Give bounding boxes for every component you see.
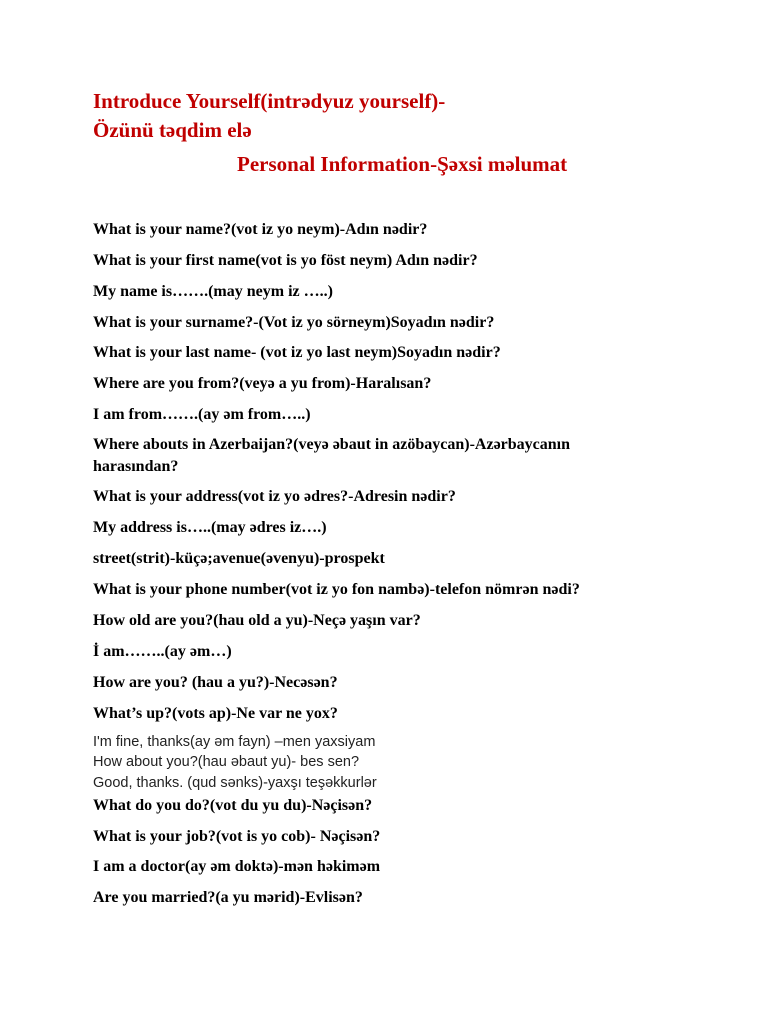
phrase-line: What’s up?(vots ap)-Ne var ne yox? <box>93 705 338 722</box>
heading-subtitle: Personal Information-Şəxsi məlumat <box>237 152 568 176</box>
phrase-line: İ am……..(ay əm…) <box>93 643 232 660</box>
phrase-line: Where abouts in Azerbaijan?(veyə əbaut in azöbaycan)-Azərbaycanın <box>93 436 571 453</box>
phrase-line: What is your name?(vot iz yo neym)-Adın nədir? <box>93 221 428 238</box>
phrase-line: I am from…….(ay əm from…..) <box>93 406 311 423</box>
phrase-line: What is your surname?-(Vot iz yo sörneym)Soyadın nədir? <box>93 314 495 331</box>
heading-line-2: Özünü təqdim elə <box>93 118 252 142</box>
phrase-line: What is your job?(vot is yo cob)- Nəçisən? <box>93 828 381 845</box>
phrase-line: Are you married?(a yu mərid)-Evlisən? <box>93 889 363 906</box>
phrase-line: harasından? <box>93 458 179 475</box>
phrase-line: What is your last name- (vot iz yo last neym)Soyadın nədir? <box>93 344 501 361</box>
plain-phrase-line: I'm fine, thanks(ay əm fayn) –men yaxsiyam <box>93 734 376 750</box>
phrase-line: How old are you?(hau old a yu)-Neçə yaşın var? <box>93 612 421 629</box>
phrase-line: I am a doctor(ay əm doktə)-mən həkiməm <box>93 858 381 875</box>
phrase-line: What is your first name(vot is yo föst neym) Adın nədir? <box>93 252 478 269</box>
phrase-line: How are you? (hau a yu?)-Necəsən? <box>93 674 338 691</box>
plain-phrase-line: How about you?(hau əbaut yu)- bes sen? <box>93 754 360 770</box>
phrase-line: What do you do?(vot du yu du)-Nəçisən? <box>93 797 373 814</box>
plain-phrase-line: Good, thanks. (qud sənks)-yaxşı teşəkkurlər <box>93 775 377 791</box>
heading-line-1: Introduce Yourself(intrədyuz yourself)- <box>93 89 446 113</box>
phrase-line: My name is…….(may neym iz …..) <box>93 283 333 300</box>
phrase-line: Where are you from?(veyə a yu from)-Haralısan? <box>93 375 432 392</box>
phrase-line: What is your phone number(vot iz yo fon nambə)-telefon nömrən nədi? <box>93 581 580 598</box>
phrase-line: street(strit)-küçə;avenue(əvenyu)-prospekt <box>93 550 385 567</box>
phrase-line: My address is…..(may ədres iz….) <box>93 519 327 536</box>
phrase-line: What is your address(vot iz yo ədres?-Adresin nədir? <box>93 488 456 505</box>
